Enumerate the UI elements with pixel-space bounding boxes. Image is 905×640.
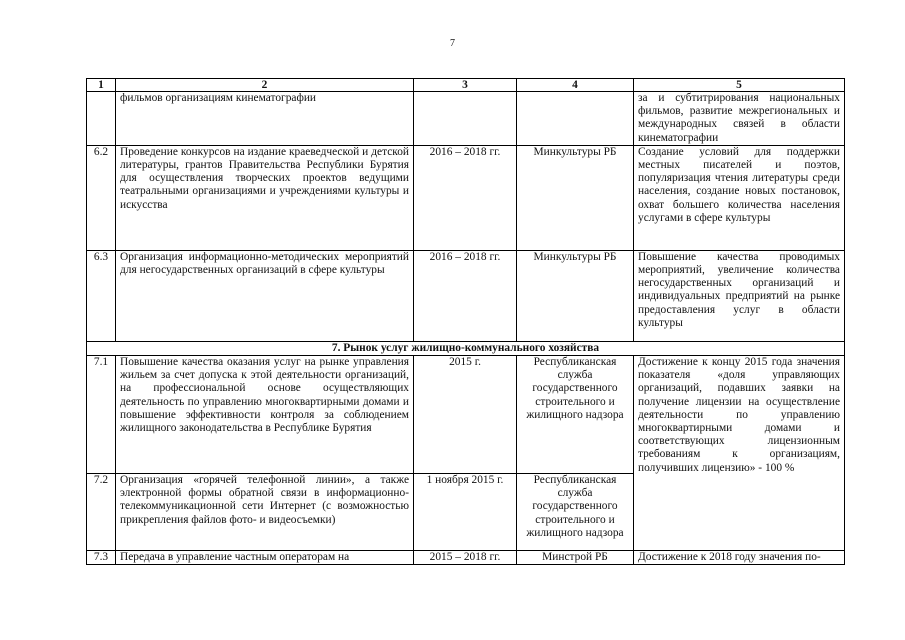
header-col-5: 5 — [634, 79, 845, 92]
header-row — [87, 79, 845, 92]
result-cell: Достижение к 2018 году значения по- — [634, 551, 845, 565]
row-number: 6.2 — [87, 145, 116, 250]
header-col-4: 4 — [517, 79, 634, 92]
measure-cell: Проведение конкурсов на издание краеведческой и детской литературы, грантов Правительства Республики Бурятия для осуществления творческих проектов ведущими театральными организациями и учреждениями культуры и искусства — [116, 145, 414, 250]
measure-cell: Организация «горячей телефонной линии», а также электронной формы обратной связи в информационно-телекоммуникационной сети Интернет (с возможностью прикрепления файлов фото- и видеосъемки) — [116, 474, 414, 551]
row-number — [87, 92, 116, 146]
period-cell: 2016 – 2018 гг. — [414, 145, 517, 250]
executor-cell: Минкультуры РБ — [517, 250, 634, 341]
section-heading-row — [87, 341, 845, 355]
executor-cell: Республиканская служба государственного строительного и жилищного надзора — [517, 356, 634, 474]
row-number: 6.3 — [87, 250, 116, 341]
result-cell: Повышение качества проводимых мероприятий, увеличение количества негосударственных организаций и индивидуальных предприятий на рынке предоставления услуг в области культуры — [634, 250, 845, 341]
header-col-3: 3 — [414, 79, 517, 92]
row-number: 7.3 — [87, 551, 116, 565]
header-col-2: 2 — [116, 79, 414, 92]
measure-cell: Передача в управление частным операторам на — [116, 551, 414, 565]
header-col-1: 1 — [87, 79, 116, 92]
row-number: 7.1 — [87, 356, 116, 474]
table-row — [87, 356, 845, 474]
executor-cell: Минкультуры РБ — [517, 145, 634, 250]
period-cell — [414, 92, 517, 146]
result-cell: Создание условий для поддержки местных писателей и поэтов, популяризация чтения литературы среди населения, создание новых постановок, охват большего количества населения услугами в сфере культуры — [634, 145, 845, 250]
page-number: 7 — [450, 38, 455, 49]
period-cell: 1 ноября 2015 г. — [414, 474, 517, 551]
table-row — [87, 250, 845, 341]
executor-cell — [517, 92, 634, 146]
measure-cell: Повышение качества оказания услуг на рынке управления жильем за счет допуска к этой деятельности организаций, на профессиональной основе осуществляющих деятельность по управлению многоквартирными домами и повышение эффективности контроля за соблюдением жилищного законодательства в Республике Бурятия — [116, 356, 414, 474]
measure-cell: Организация информационно-методических мероприятий для негосударственных организаций в сфере культуры — [116, 250, 414, 341]
section-title: 7. Рынок услуг жилищно-коммунального хозяйства — [87, 341, 845, 355]
table-row — [87, 145, 845, 250]
result-cell: за и субтитрирования национальных фильмов, развитие межрегиональных и международных связей в области кинематографии — [634, 92, 845, 146]
table-row — [87, 92, 845, 146]
table-row — [87, 551, 845, 565]
period-cell: 2015 – 2018 гг. — [414, 551, 517, 565]
period-cell: 2016 – 2018 гг. — [414, 250, 517, 341]
executor-cell: Минстрой РБ — [517, 551, 634, 565]
result-cell: Достижение к концу 2015 года значения показателя «доля управляющих организаций, подавших заявки на получение лицензии на осуществление деятельности по управлению многоквартирными домами и соответствующих лицензионным требованиям к организациям, получивших лицензию» - 100 % — [634, 356, 845, 551]
period-cell: 2015 г. — [414, 356, 517, 474]
measures-table — [86, 78, 845, 565]
row-number: 7.2 — [87, 474, 116, 551]
executor-cell: Республиканская служба государственного строительного и жилищного надзора — [517, 474, 634, 551]
measure-cell: фильмов организациям кинематографии — [116, 92, 414, 146]
